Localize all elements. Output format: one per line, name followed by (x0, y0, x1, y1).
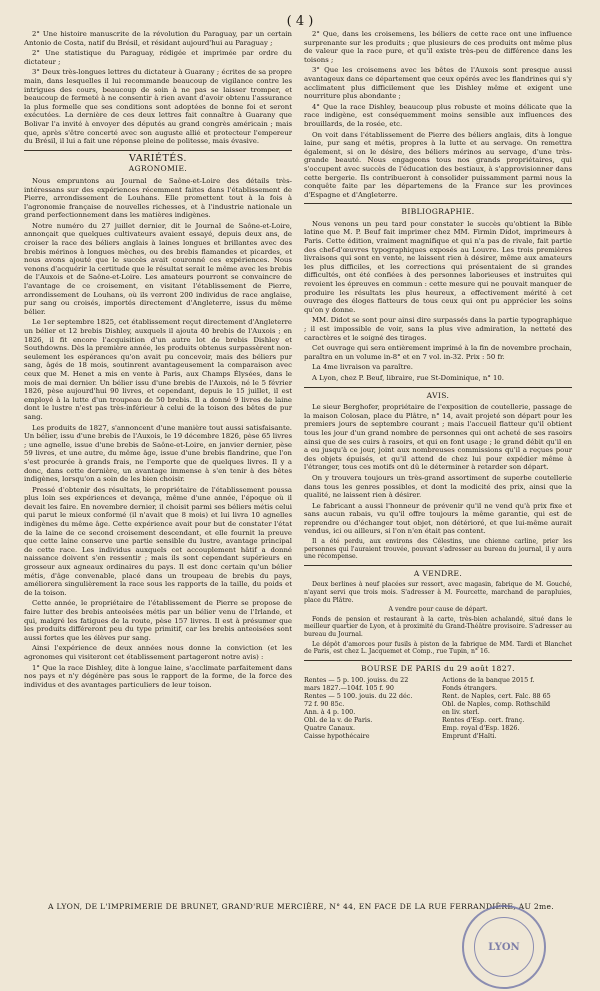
bourse-left-line: Ann. à 4 p. 100. (304, 708, 356, 717)
avis-paragraph: Le sieur Berghofer, propriétaire de l'exposition de coutellerie, passage de la maison Colosan, place du Plâtre, n° 14, avait projeté son départ pour les premiers jours de septembre courant ; mais l'accueil flatteur qu'il obtient tous les jour d'un grand nombre de personnes qui ont acheté de ses rasoirs ainsi que de ses cuirs à rasoirs, et qui en font usage ; le grand débit qu'il en a eu jusqu'à ce jour, joint aux nombreuses commissions qu'il a reçues pour des objets épuisés, et qu'il attend de chez lui pour expédier même à l'étranger, tous ces motifs ont dû le déterminer à retarder son départ. (304, 403, 572, 472)
agronomie-paragraph: Notre numéro du 27 juillet dernier, dit le Journal de Saône-et-Loire, annonçait que quelques cultivateurs avaient essayé, depuis deux ans, de croiser la race des béliers anglais à laines longues et brillantes avec des brebis mérinos à longues mèches, ou des brebis flamandes et picardes, et nous avons ajouté que le succès avait couronné ces expériences. Nous venons d'acquérir la certitude que le résultat serait le même avec les brebis de l'Auxois et de Saône-et-Loire. Les amateurs pourront se convaincre de l'avantage de ce croisement, en visitant l'établissement de Pierre, arrondissement de Louhans, où ils verront 200 individus de race anglaise, pur sang ou croisés, importés directement d'Angleterre, issus du même bélier. (24, 221, 292, 316)
intro-paragraph: 2° Une statistique du Paraguay, rédigée et imprimée par ordre du dictateur ; (24, 49, 292, 66)
agronomie-continued: 3° Que les croisemens avec les bêtes de l'Auxois sont presque aussi avantageux dans ce département que ceux opérés avec les flandrines qui s'y acclimatent plus difficilement que les Dishley même et exigent une nourriture plus abondante ; (304, 66, 572, 101)
avis-paragraph: Le fabricant a aussi l'honneur de prévenir qu'il ne vend qu'à prix fixe et sans aucun rabais, vu qu'il offre toujours la même garantie, qui est de reprendre ou d'échanger tout objet, non détérioré, et que lui-même aurait vendus, ici ou ailleurs, si l'on n'en était pas content. (304, 501, 572, 536)
bourse-left-line: Rentes — 5 100. jouis. du 22 déc. (304, 692, 413, 701)
page-number: ( 4 ) (286, 14, 314, 29)
agronomie-paragraph: Le 1er septembre 1825, cet établissement reçut directement d'Angleterre un bélier et 12 brebis Dishley, auxquels il ajouta 40 brebis de l'Auxois ; en 1826, il fit encore l'acquisition d'un autre lot de brebis Dishley et Southdowns. Dès la première année, les produits obtenus surpassèrent non-seulement les espérances qu'on avait pu concevoir, mais des béliers pur sang, âgés de 18 mois, soutinrent avantageusement la comparaison avec ceux que M. Henet a mis en vente à Paris, aux Champs Élysées, dans le mois de mai dernier. Un bélier issu d'une brebis de l'Auxois, né le 5 février 1826, pèse aujourd'hui 90 livres, et cependant, depuis le 15 juillet, il est employé à la lutte d'un troupeau de 50 brebis. Il a donné 9 livres de laine dont le lustre n'est pas très-inférieur à celui de la toison des bêtes de pur sang. (24, 318, 292, 421)
agronomie-paragraph: 1° Que la race Dishley, dite à longue laine, s'acclimate parfaitement dans nos pays et n'y dégénère pas sous le rapport de la forme, de la force des individus et des avantages particuliers de leur toison. (24, 663, 292, 689)
bourse-right-line: Rent. de Naples, cert. Falc. 88 65 (442, 692, 551, 701)
agronomie-heading: AGRONOMIE. (128, 164, 188, 174)
divider (304, 203, 572, 204)
a-vendre-heading: A VENDRE. (413, 568, 463, 578)
bourse-right-line: Obl. de Naples, comp. Rothschild (442, 700, 551, 709)
agronomie-paragraph: Ainsi l'expérience de deux années nous donne la conviction (et les agronomes qui visiteront cet établissement partageront notre avis) : (24, 644, 292, 661)
bibliographie-heading: BIBLIOGRAPHIE. (401, 207, 475, 217)
avis-paragraph: Il a été perdu, aux environs des Célestins, une chienne carline, prier les personnes qui l'auraient trouvée, pouvant s'adresser au bureau du journal, il y aura une récompense. (304, 538, 572, 561)
avis-paragraph: On y trouvera toujours un très-grand assortiment de superbe coutellerie dans tous les genres possibles, et dont la modicité des prix, ainsi que la qualité, ne laissent rien à désirer. (304, 473, 572, 500)
bourse-left-line: Quatre Canaux. (304, 724, 355, 733)
fonds-text: Fonds de pension et restaurant à la carte, très-bien achalandé, situé dans le meilleur quartier de Lyon, et à proximité du Grand-Théâtre provisoire. S'adresser au bureau du Journal. (304, 615, 572, 638)
agronomie-continued: 2° Que, dans les croisemens, les béliers de cette race ont une influence surprenante sur les produits ; que plusieurs de ces produits ont même plus de valeur que la race pure, et qu'il existe très-peu de différence dans les toisons ; (304, 30, 572, 64)
agronomie-continued: On voit dans l'établissement de Pierre des béliers anglais, dits à longue laine, pur sang et métis, propres à la lutte et au servage. On remettra également, si on le désire, des béliers mérinos au servage, d'une très-grande beauté. Nous engageons tous nos grands propriétaires, qui s'occupent avec succès de l'éducation des bestiaux, à s'approvisionner dans cette bergerie. Ils contribueront à consolider puissamment parmi nous la conquête faite par les départemens de la France sur les provinces d'Espagne et d'Angleterre. (304, 130, 572, 199)
agronomie-paragraph: Pressé d'obtenir des résultats, le propriétaire de l'établissement poussa plus loin ses expériences et devança, même d'une année, l'époque où il devait les faire. En novembre dernier, il choisit parmi ses béliers métis celui qui parut le mieux conformé (il n'avait que 8 mois) et lui livra 10 agnelles indigènes du même âge. Cette expérience avait pour but de constater l'état de la laine de ce second croisement descendant, et elle fournit la preuve que cette laine conserve une partie sensible du lustre, avantage principal de cette race. Les individus auxquels cet accouplement hâtif a donné naissance doivent s'en ressentir ; mais ils sont cependant supérieurs en grosseur aux agneaux ordinaires du pays. Il est donc certain qu'un bélier métis, d'âge convenable, placé dans un troupeau de brebis du pays, améliorera singulièrement la race sous les rapports de la taille, du poids et de la toison. (24, 485, 292, 597)
bibliographie-paragraph: MM. Didot se sont pour ainsi dire surpassés dans la partie typographique ; il est impossible de voir, sans la plus vive admiration, la netteté des caractères et le soigné des tirages. (304, 316, 572, 342)
intro-paragraph: 3° Deux très-longues lettres du dictateur à Guarany ; écrites de sa propre main, dans lesquelles il lui recommande beaucoup de vigilance contre les intrigues des cours, beaucoup de soin à ne pas se laisser tromper, et beaucoup de fermeté à ne consentir à rien avant d'avoir obtenu l'assurance la plus formelle que ses conditions sont adoptées de bonne foi et seront exécutées. La dernière de ces deux lettres fait connaître à Guarany que Bolivar l'a invité à envoyer des députés au grand congrès américain ; mais que, après s'être concerté avec son auguste allié et protecteur l'empereur du Brésil, il lui a fait une réponse pleine de politesse, mais évasive. (24, 68, 292, 146)
bourse-right-line: Emprunt d'Haïti. (442, 732, 497, 741)
bourse-right-line: Rentes d'Esp. cert. franç. (442, 716, 525, 725)
stamp-label: LYON (474, 917, 534, 977)
a-vendre-cause: A vendre pour cause de départ. (388, 606, 488, 614)
bourse-left-line: 72 f. 90 85c. (304, 700, 345, 709)
varietes-heading: VARIÉTÉS. (129, 152, 187, 164)
bourse-left-line: Caisse hypothécaire (304, 732, 370, 741)
avis-heading: AVIS. (426, 390, 450, 400)
bourse-left-line: mars 1827.—104f. 105 f. 90 (304, 684, 394, 693)
divider (304, 565, 572, 566)
bibliographie-paragraph: A Lyon, chez P. Beuf, libraire, rue St-Dominique, n° 10. (312, 373, 504, 382)
bourse-left-line: Obl. de la v. de Paris. (304, 716, 373, 725)
bibliographie-paragraph: Cet ouvrage qui sera entièrement imprimé à la fin de novembre prochain, paraîtra en un volume in-8° et en 7 vol. in-32. Prix : 50 fr. (304, 344, 572, 361)
agronomie-continued: 4° Que la race Dishley, beaucoup plus robuste et moins délicate que la race indigène, est conséquemment moins sensible aux influences des brouillards, de la rosée, etc. (304, 102, 572, 128)
imprint-footer: A LYON, DE L'IMPRIMERIE DE BRUNET, GRAND'RUE MERCIÈRE, N° 44, EN FACE DE LA RUE FERRANDIÈRE, AU 2me. (48, 902, 554, 911)
depot-text: Le dépôt d'amorces pour fusils à piston de la fabrique de MM. Tardi et Blanchet de Paris, est chez L. Jacquemet et Comp., rue Tupin, n° 16. (304, 640, 572, 656)
right-column (304, 30, 572, 740)
agronomie-paragraph: Nous empruntons au Journal de Saône-et-Loire des détails très-intéressans sur des expériences récemment faites dans l'établissement de Pierre, arrondissement de Louhans. Elle promettent tout à la fois à l'agronomie française de nouvelles richesses, et à l'industrie nationale un grand perfectionnement dans les matières indigènes. (24, 176, 292, 220)
bourse-right-line: en liv. sterl. (442, 708, 480, 717)
intro-paragraph: 2° Une histoire manuscrite de la révolution du Paraguay, par un certain Antonio de Costa, natif du Brésil, et résidant aujourd'hui au Paraguay ; (24, 30, 292, 47)
left-column (24, 30, 292, 691)
bibliographie-paragraph: Nous venons un peu tard pour constater le succès qu'obtient la Bible latine que M. P. Beuf fait imprimer chez MM. Firmin Didot, imprimeurs à Paris. Cette édition, vraiment magnifique et qui n'a pas de rivale, fait partie des chef-d'œuvres typographiques exposés au Louvre. Les trois premières livraisons qui sont en vente, ne laissent rien à désirer, même aux amateurs les plus difficiles, et les corrections qui présentaient de si grandes difficultés, ont été confiées à des personnes laborieuses et instruites qui revoient les épreuves en commun : cette mesure qui ne pouvait manquer de produire les résultats les plus heureux, a effectivement mérité à cet ouvrage des éloges flatteurs de tous ceux qui ont pu apprécier les soins qu'on y donne. (304, 219, 572, 314)
divider (304, 387, 572, 388)
agronomie-paragraph: Les produits de 1827, s'annoncent d'une manière tout aussi satisfaisante. Un bélier, issu d'une brebis de l'Auxois, le 19 décembre 1826, pèse 65 livres ; une agnelle, issue d'une brebis de Saône-et-Loire, en janvier dernier, pèse 59 livres, et une autre, du même âge, issue d'une brebis flandrine, que l'on s'est procurée à grands frais, ne l'emporte que de quelques livres. Il y a donc, dans cette dernière, un avantage immense à s'en tenir à des bêtes indigènes, lorsqu'on a soin de les bien choisir. (24, 423, 292, 484)
bourse-left-line: Rentes — 5 p. 100. jouiss. du 22 (304, 676, 409, 685)
bourse-right-line: Emp. royal d'Esp. 1826. (442, 724, 520, 733)
bibliographie-paragraph: La 4me livraison va paraître. (312, 363, 413, 372)
divider (24, 150, 292, 151)
agronomie-paragraph: Cette année, le propriétaire de l'établissement de Pierre se propose de faire lutter des brebis anteoisées métis par un bélier venu de l'Irlande, et qui, malgré les fatigues de la route, pèse 157 livres. Il est à présumer que les produits différeront peu du type primitif, car les brebis anteoisées sont aussi fortes que les élèves pur sang. (24, 599, 292, 642)
bourse-heading: BOURSE DE PARIS du 29 août 1827. (361, 663, 515, 673)
a-vendre-text: Deux berlines à neuf placées sur ressort, avec magasin, fabrique de M. Gouché, n'ayant servi que trois mois. S'adresser à M. Fourcette, marchand de parapluies, place du Plâtre. (304, 581, 572, 604)
bourse-right-line: Actions de la banque 2015 f. (442, 676, 535, 685)
divider (304, 660, 572, 661)
bourse-right-line: Fonds étrangers. (442, 684, 498, 693)
library-stamp (462, 905, 546, 989)
bourse-table (304, 676, 572, 740)
